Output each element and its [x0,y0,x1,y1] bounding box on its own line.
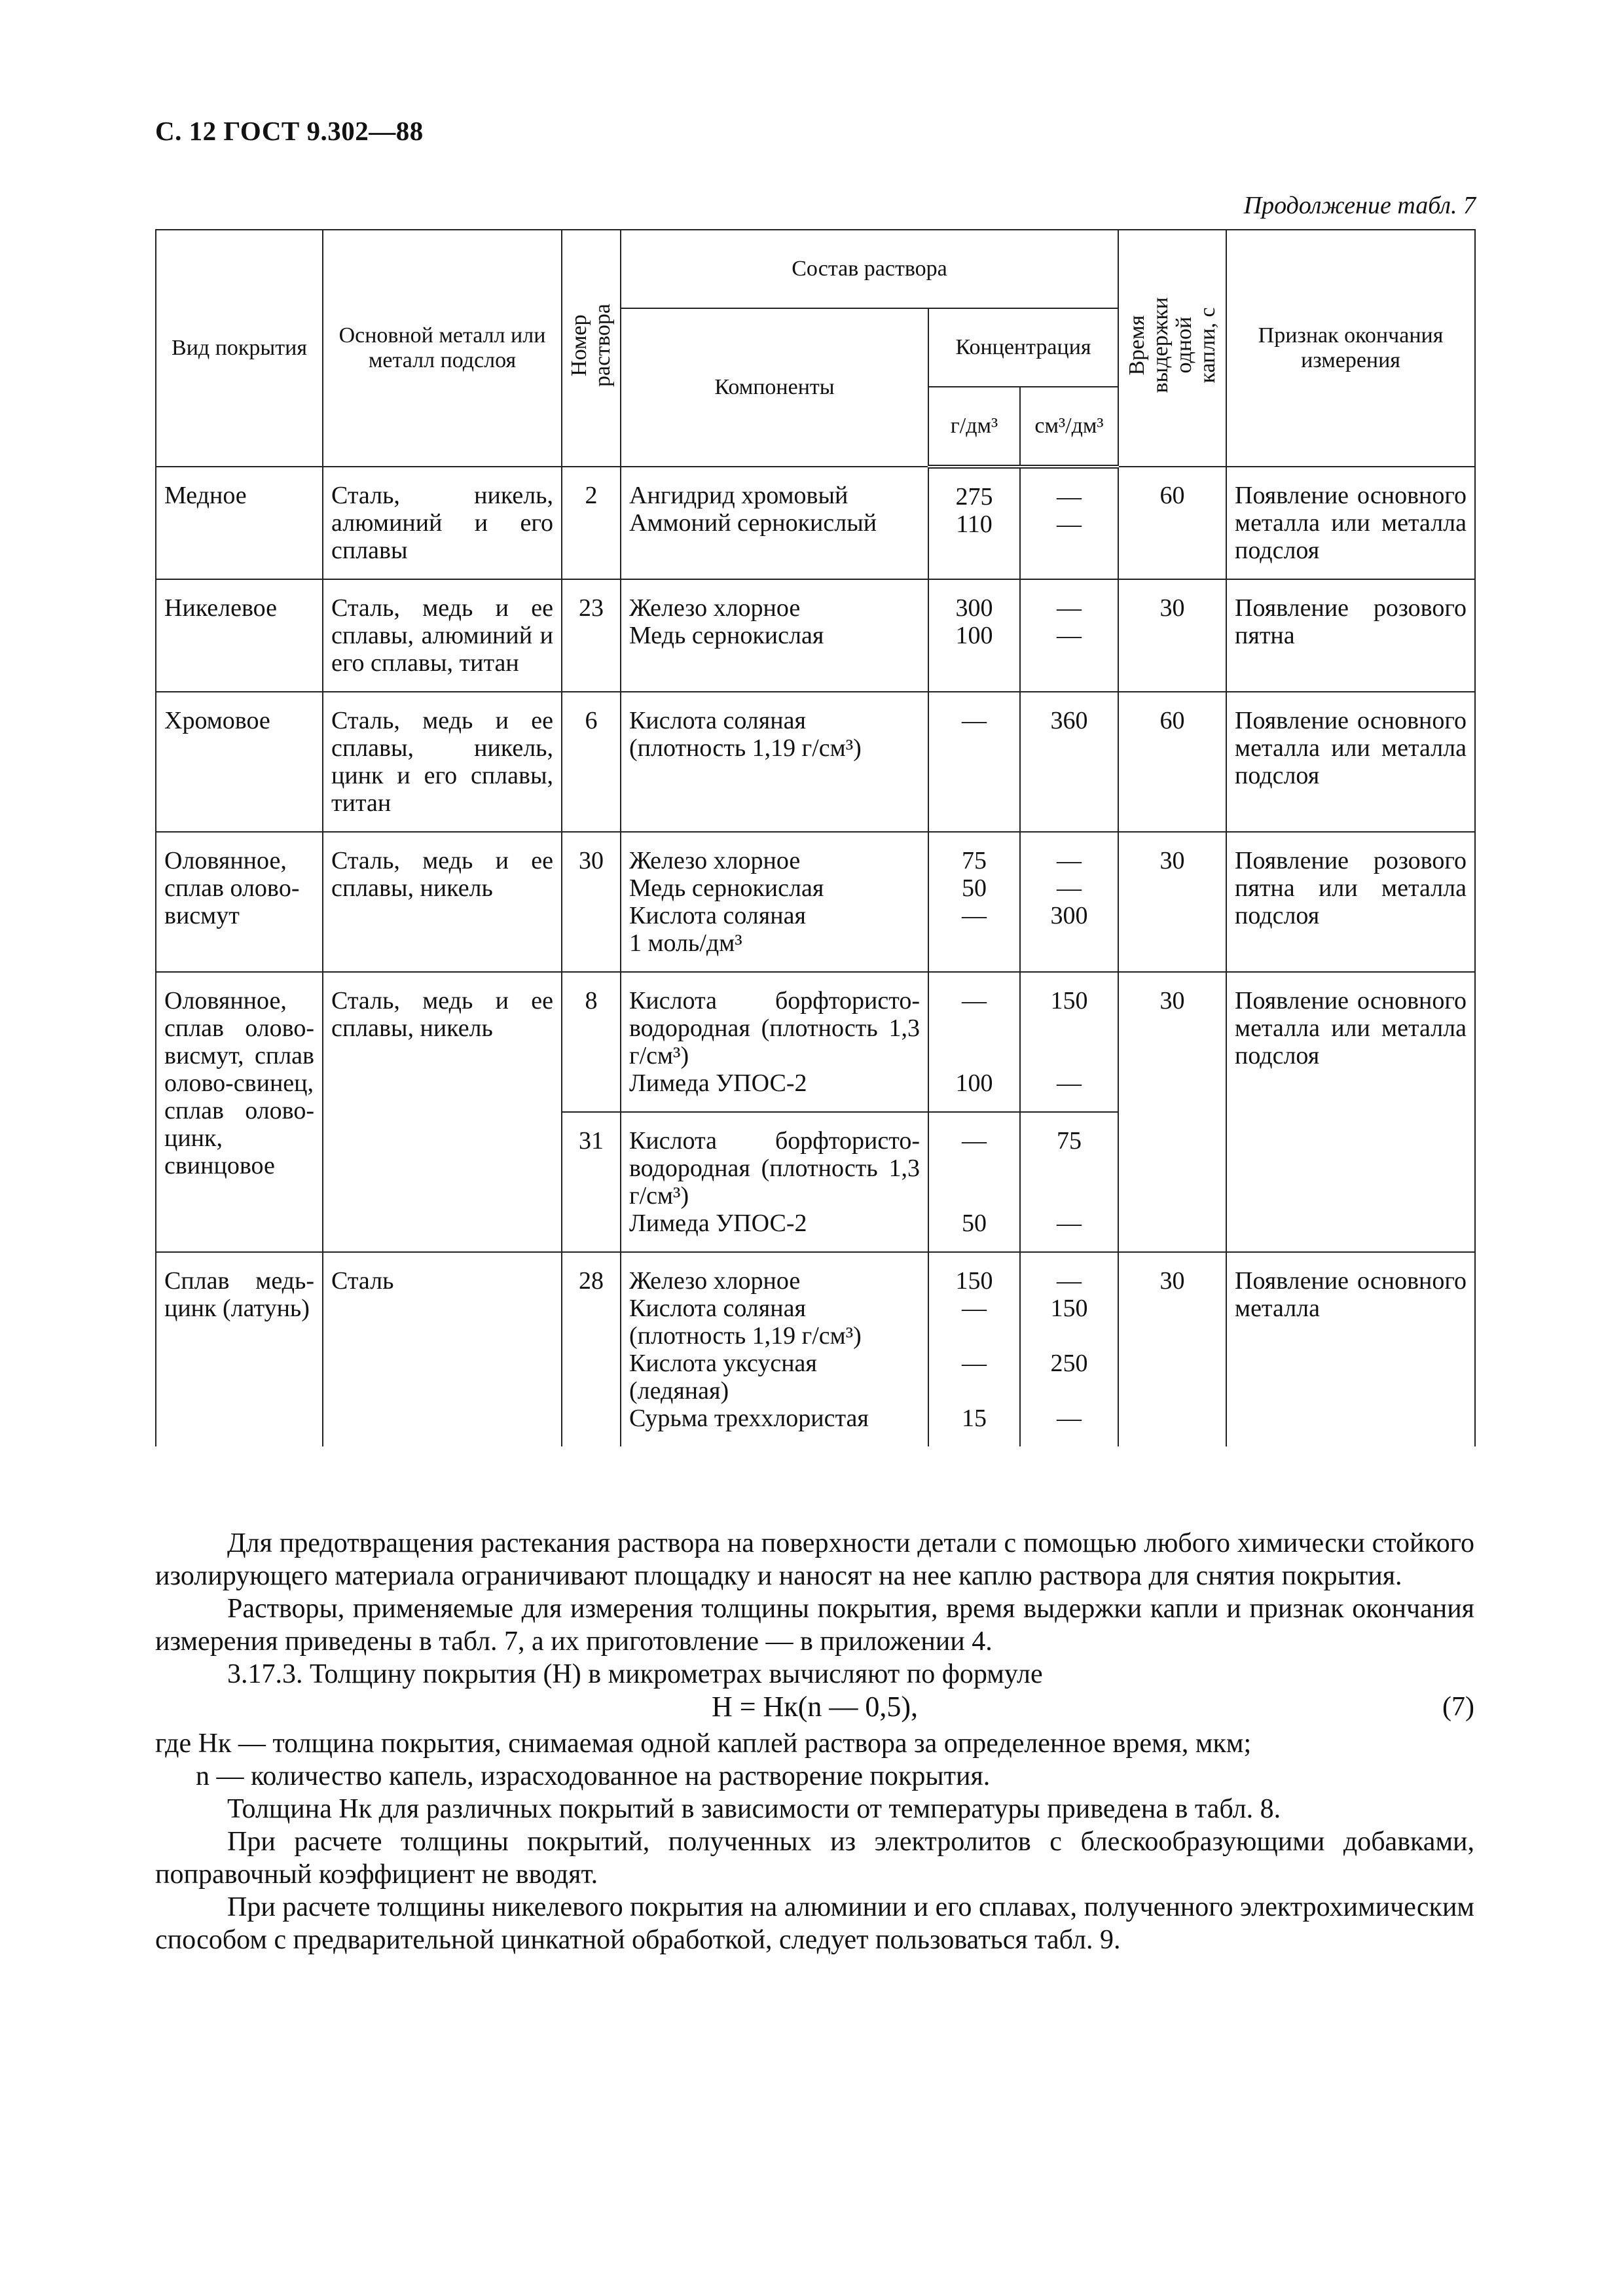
cell-coating: Хромовое [156,692,323,832]
cell-time: 30 [1118,579,1226,692]
table-row [156,832,1475,972]
header-unit-g: г/дм³ [928,387,1020,467]
formula-row [155,1691,1474,1727]
paragraph: При расчете толщины никелевого покрытия на алюминии и его сплавах, полученного электрохимическим способом с предварительной цинкатной обработкой, следует пользоваться табл. 9. [155,1892,1474,1955]
cell-g: 150 — — 15 [928,1252,1020,1446]
table-row [156,972,1475,1112]
cell-time: 60 [1118,467,1226,579]
cell-components: Кислота соляная (плотность 1,19 г/см³) [621,692,928,832]
paragraph: Растворы, применяемые для измерения толщины покрытия, время выдержки капли и признак окончания измерения приведены в табл. 7, а их приготовление — в приложении 4. [155,1594,1474,1657]
cell-base: Сталь, медь и ее сплавы, никель [323,832,562,972]
cell-cm: — — [1020,467,1118,579]
cell-components: Железо хлорное Медь сернокислая Кислота соляная 1 моль/дм³ [621,832,928,972]
cell-number: 6 [562,692,621,832]
cell-time: 30 [1118,972,1226,1252]
header-base-metal: Основной металл или металл подслоя [323,230,562,467]
cell-g: — [928,692,1020,832]
cell-number: 8 [562,972,621,1112]
cell-number: 28 [562,1252,621,1446]
cell-sign: Появление основного металла [1226,1252,1475,1446]
paragraph: При расчете толщины покрытий, полученных из электролитов с блескообразующими добавками, поправочный коэффициент не вводят. [155,1827,1474,1890]
cell-coating: Медное [156,467,323,579]
formula-legend: где Hк — толщина покрытия, снимаемая одной каплей раствора за определенное время, мкм; [155,1729,1252,1759]
cell-cm: — 150 250 — [1020,1252,1118,1446]
formula-legend: n — количество капель, израсходованное на растворение покрытия. [196,1761,991,1791]
formula: H = Hк(n — 0,5), [711,1691,919,1723]
table-row [156,579,1475,692]
cell-cm: 150 — [1020,972,1118,1112]
formula-number: (7) [1442,1692,1474,1722]
body-text [155,1527,1474,1956]
cell-components: Кислота борфтористо-водородная (плотность 1,3 г/см³) Лимеда УПОС-2 [621,972,928,1112]
cell-components: Ангидрид хромовый Аммоний сернокислый [621,467,928,579]
cell-base: Сталь [323,1252,562,1446]
cell-time: 30 [1118,832,1226,972]
cell-base: Сталь, медь и ее сплавы, никель [323,972,562,1252]
cell-g: 75 50 — [928,832,1020,972]
header-concentration: Концентрация [928,308,1118,387]
cell-components: Железо хлорное Кислота соляная (плотность 1,19 г/см³) Кислота уксусная (ледяная) Сурьма треххлористая [621,1252,928,1446]
header-hold-time: Время выдержки одной капли, с [1118,230,1226,467]
table-row [156,467,1475,579]
table-row [156,692,1475,832]
cell-cm: 360 [1020,692,1118,832]
cell-components: Кислота борфтористо-водородная (плотность 1,3 г/см³) Лимеда УПОС-2 [621,1112,928,1252]
cell-sign: Появление основного металла или металла подслоя [1226,972,1475,1252]
paragraph: Толщина Hк для различных покрытий в зависимости от температуры приведена в табл. 8. [227,1794,1281,1824]
header-solution-number: Номер раствора [562,230,621,467]
cell-components: Железо хлорное Медь сернокислая [621,579,928,692]
cell-base: Сталь, никель, алюминий и его сплавы [323,467,562,579]
header-end-sign: Признак окончания измерения [1226,230,1475,467]
cell-time: 60 [1118,692,1226,832]
cell-cm: — — [1020,579,1118,692]
header-components: Компоненты [621,308,928,467]
cell-base: Сталь, медь и ее сплавы, алюминий и его сплавы, титан [323,579,562,692]
cell-number: 31 [562,1112,621,1252]
header-coating: Вид покрытия [156,230,323,467]
paragraph: Для предотвращения растекания раствора на поверхности детали с помощью любого химически стойкого изолирующего материала ограничивают площадку и наносят на нее каплю раствора для снятия покрытия. [155,1528,1474,1591]
cell-time: 30 [1118,1252,1226,1446]
cell-sign: Появление основного металла или металла подслоя [1226,692,1475,832]
cell-cm: — — 300 [1020,832,1118,972]
cell-sign: Появление розового пятна [1226,579,1475,692]
cell-sign: Появление основного металла или металла подслоя [1226,467,1475,579]
cell-g: — 100 [928,972,1020,1112]
cell-g: — 50 [928,1112,1020,1252]
cell-number: 30 [562,832,621,972]
paragraph: 3.17.3. Толщину покрытия (H) в микрометрах вычисляют по формуле [227,1659,1043,1689]
cell-coating: Никелевое [156,579,323,692]
cell-g: 300 100 [928,579,1020,692]
cell-g: 275 110 [928,467,1020,579]
header-unit-cm: см³/дм³ [1020,387,1118,467]
cell-number: 2 [562,467,621,579]
cell-base: Сталь, медь и ее сплавы, никель, цинк и его сплавы, титан [323,692,562,832]
header-composition: Состав раствора [621,230,1118,308]
table-row [156,1252,1475,1446]
cell-coating: Сплав медь-цинк (латунь) [156,1252,323,1446]
cell-cm: 75 — [1020,1112,1118,1252]
table-continuation-label: Продолжение табл. 7 [1243,192,1476,219]
cell-sign: Появление розового пятна или металла подслоя [1226,832,1475,972]
table-7 [155,229,1476,1446]
cell-coating: Оловянное, сплав оловo-висмут [156,832,323,972]
cell-number: 23 [562,579,621,692]
page-header: С. 12 ГОСТ 9.302—88 [155,116,424,146]
cell-coating: Оловянное, сплав олово-висмут, сплав олово-свинец, сплав олово-цинк, свинцовое [156,972,323,1252]
